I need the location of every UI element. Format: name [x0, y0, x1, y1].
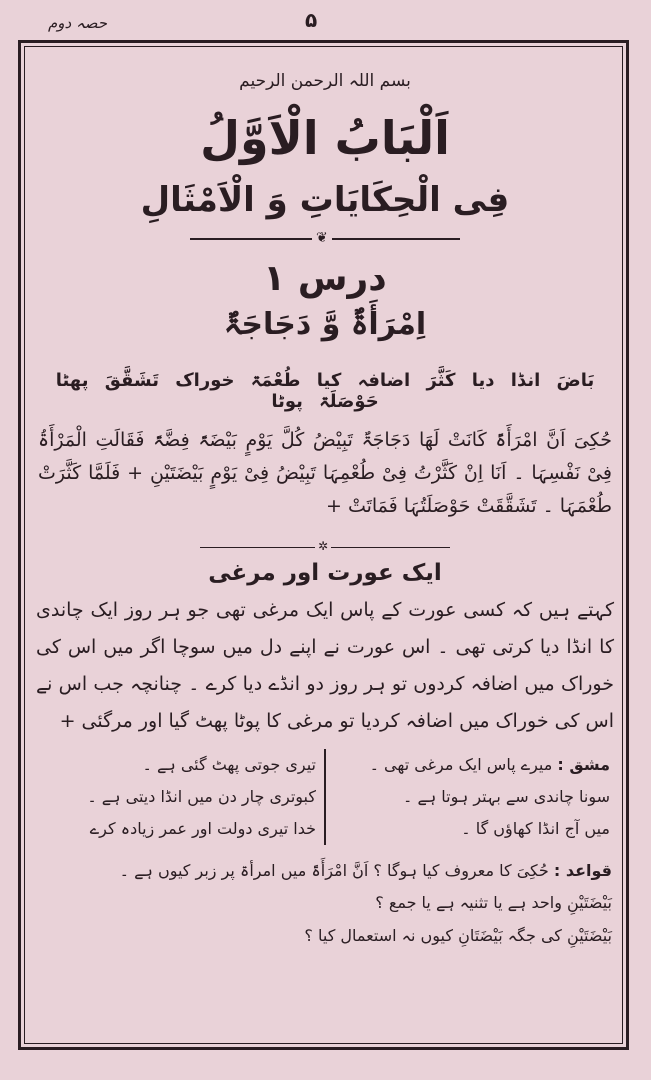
rules-line: بَیْضَتَیْنِ کی جگہ بَیْضَتَانِ کیوں نہ استعمال کیا ؟	[304, 926, 612, 946]
rules-label: قواعد :	[553, 860, 612, 880]
bismillah: بسم اللہ الرحمن الرحیم	[239, 71, 411, 91]
exercise-line: خدا تیری دولت اور عمر زیادہ کرے	[89, 818, 316, 838]
star-ornament-icon: ✲	[315, 539, 331, 553]
rules-line: حُکِیَ کا معروف کیا ہوگا ؟ اَنَّ امْرَأَۃً میں امرأۃ پر زبر کیوں ہے ۔	[119, 860, 549, 880]
rules-line: بَیْضَتَیْنِ واحد ہے یا تثنیہ ہے یا جمع ؟	[375, 893, 612, 913]
rules-section	[32, 855, 618, 953]
exercise-line: تیری جوتی پھٹ گئی ہے ۔	[142, 754, 316, 774]
exercise-line: میں آج انڈا کھاؤں گا ۔	[461, 818, 610, 838]
arabic-passage: حُکِیَ اَنَّ امْرَأَۃً کَانَتْ لَھَا دَجَاجَۃٌ تَبِیْضُ کُلَّ یَوْمٍ بَیْضَۃً فِضَّۃً فَقَالَتِ الْمَرْأَۃُ فِیْ نَفْسِہَا ۔ اَنَا اِنْ کَثَّرْتُ فِیْ طُعْمِہَا تَبِیْضُ فِیْ یَوْمٍ بَیْضَتَیْنِ + فَلَمَّا کَثَّرَتْ طُعْمَہَا ۔ تَشَقَّقَتْ حَوْصَلَتُہَا فَمَاتَتْ +	[38, 428, 612, 518]
exercise-line: کبوتری چار دن میں انڈا دیتی ہے ۔	[87, 786, 316, 806]
page-content	[32, 58, 618, 1044]
section-divider	[200, 539, 450, 554]
ornament-divider	[190, 229, 460, 254]
story-title: ایک عورت اور مرغی	[208, 560, 442, 587]
exercise-line: سونا چاندی سے بہتر ہوتا ہے ۔	[402, 786, 610, 806]
page-header	[0, 8, 651, 38]
exercise-line: میرے پاس ایک مرغی تھی ۔	[369, 754, 553, 774]
story-text: کہتے ہیں کہ کسی عورت کے پاس ایک مرغی تھی جو ہر روز ایک چاندی کا انڈا دیا کرتی تھی ۔ اس عورت نے اپنے دل میں سوچا اگر میں اس کی خوراک میں اضافہ کردوں تو ہر روز دو انڈے دیا کرے ۔ چنانچہ جب اس نے اس کی خوراک میں اضافہ کردیا تو مرغی کا پوٹا پھٹ گیا اور مرگئی +	[36, 599, 614, 733]
exercise-left-column	[32, 749, 326, 845]
part-label: حصہ دوم	[48, 14, 108, 32]
ornament-icon: ❦	[312, 230, 332, 246]
exercise-right-column	[326, 749, 618, 845]
chapter-subtitle: فِی الْحِکَایَاتِ وَ الْاَمْثَالِ	[140, 179, 510, 220]
page-number: ۵	[305, 8, 318, 32]
lesson-number: درس ۱	[263, 257, 387, 299]
exercise-section	[32, 749, 618, 845]
lesson-title: اِمْرَأَۃٌ وَّ دَجَاجَۃٌ	[223, 306, 427, 342]
exercise-label: مشق :	[557, 754, 610, 774]
vocabulary-line: بَاضَ انڈا دیا کَثَّرَ اضافہ کیا طُعْمَۃ خوراک تَشَقَّقَ پھٹا حَوْصَلَۃ پوٹا	[55, 369, 595, 412]
chapter-title: اَلْبَابُ الْاَوَّلُ	[200, 111, 450, 165]
